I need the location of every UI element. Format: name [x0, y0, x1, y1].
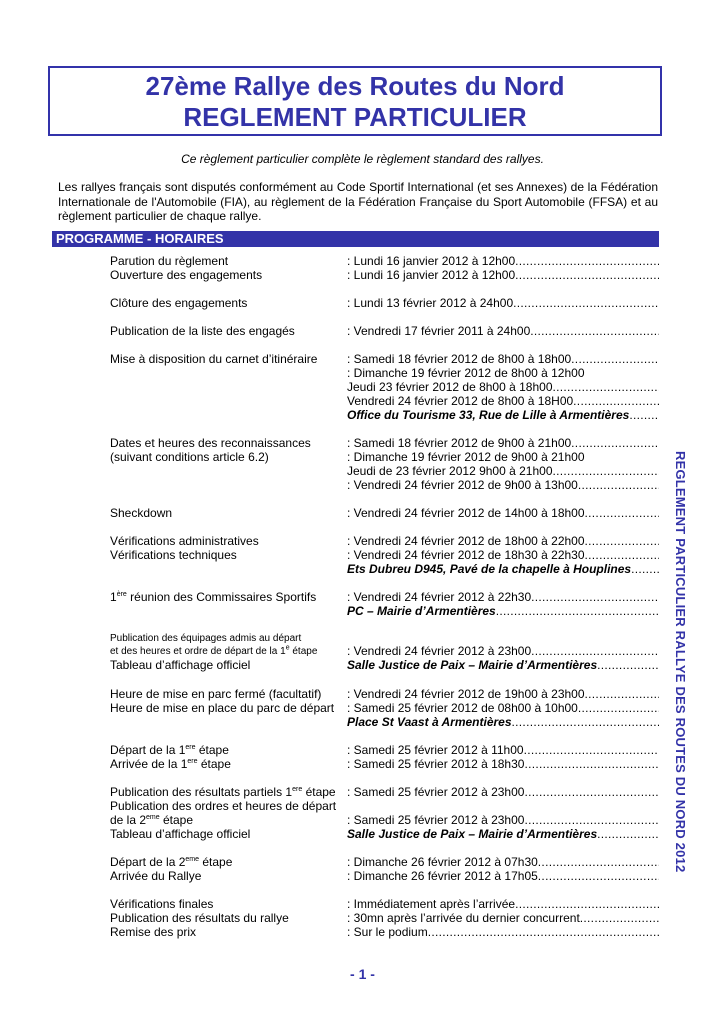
- label-publication-engages: Publication de la liste des engagés: [110, 324, 295, 338]
- label-parc-ferme: Heure de mise en parc fermé (facultatif): [110, 687, 322, 701]
- label-verif-finales: Vérifications finales: [110, 897, 214, 911]
- value-carnet-lieu: Office du Tourisme 33, Rue de Lille à Armentières .....: [347, 408, 659, 422]
- value-parc-lieu: Place St Vaast à Armentières .....: [347, 715, 659, 729]
- section-heading: PROGRAMME - HORAIRES: [52, 231, 659, 247]
- value-reunion: : Vendredi 24 février 2012 à 22h30 .....: [347, 590, 659, 604]
- title-line-1: 27ème Rallye des Routes du Nord: [145, 71, 565, 101]
- title-box: [48, 66, 662, 136]
- label-verif-tech: Vérifications techniques: [110, 548, 237, 562]
- value-pub-ordres: : Samedi 25 février 2012 à 23h00 .....: [347, 813, 659, 827]
- label-tableau-1: Tableau d’affichage officiel: [110, 658, 251, 672]
- page-number: - 1 -: [350, 966, 375, 982]
- value-remise: : Sur le podium .....: [347, 925, 659, 939]
- value-reco-4: : Vendredi 24 février 2012 de 9h00 à 13h00 .....: [347, 478, 659, 492]
- value-verif-lieu: Ets Dubreu D945, Pavé de la chapelle à Houplines .....: [347, 562, 659, 576]
- value-carnet-4: Vendredi 24 février 2012 de 8h00 à 18H00 .....: [347, 394, 659, 408]
- label-reco-1: Dates et heures des reconnaissances: [110, 436, 311, 450]
- label-pub-equipages-2: et des heures et ordre de départ de la 1e étape: [110, 644, 318, 657]
- value-shakedown: : Vendredi 24 février 2012 de 14h00 à 18h00 .....: [347, 506, 659, 520]
- value-reunion-lieu: PC – Mairie d’Armentières .....: [347, 604, 659, 618]
- label-ouverture: Ouverture des engagements: [110, 268, 263, 282]
- subtitle: Ce règlement particulier complète le règlement standard des rallyes.: [181, 152, 544, 166]
- label-depart-1: Départ de la 1ere étape: [110, 743, 229, 757]
- value-depart-1: : Samedi 25 février 2012 à 11h00 .....: [347, 743, 659, 757]
- value-carnet-3: Jeudi 23 février 2012 de 8h00 à 18h00 .....: [347, 380, 659, 394]
- label-de-la-2: de la 2eme étape: [110, 813, 194, 827]
- title-line-2: REGLEMENT PARTICULIER: [183, 102, 527, 132]
- label-reco-2: (suivant conditions article 6.2): [110, 450, 269, 464]
- intro-paragraph: Les rallyes français sont disputés conformément au Code Sportif International (et ses Annexes) de la Fédération Internationale de l'Automobile (FIA), au règlement de la Fédération Française du Sport Automobile (FFSA) et au règlement particulier de chaque rallye.: [58, 180, 658, 223]
- label-cloture: Clôture des engagements: [110, 296, 248, 310]
- value-tableau-2-lieu: Salle Justice de Paix – Mairie d’Armentières .....: [347, 827, 659, 841]
- value-reco-2: : Dimanche 19 février 2012 de 9h00 à 21h00: [347, 450, 585, 464]
- label-depart-2: Départ de la 2eme étape: [110, 855, 233, 869]
- value-verif-finales: : Immédiatement après l’arrivée .....: [347, 897, 659, 911]
- value-arrivee-1: : Samedi 25 février 2012 à 18h30 .....: [347, 757, 659, 771]
- value-parc-depart: : Samedi 25 février 2012 de 08h00 à 10h00 .....: [347, 701, 659, 715]
- value-carnet-1: : Samedi 18 février 2012 de 8h00 à 18h00 .....: [347, 352, 659, 366]
- sidebar-vertical-title: [674, 451, 694, 921]
- value-depart-2: : Dimanche 26 février 2012 à 07h30 .....: [347, 855, 659, 869]
- label-parc-depart: Heure de mise en place du parc de départ: [110, 701, 335, 715]
- value-parution: : Lundi 16 janvier 2012 à 12h00 .....: [347, 254, 659, 268]
- label-pub-partiels: Publication des résultats partiels 1ere étape: [110, 785, 336, 799]
- value-pub-equipages: : Vendredi 24 février 2012 à 23h00 .....: [347, 644, 659, 658]
- label-carnet: Mise à disposition du carnet d’itinéraire: [110, 352, 318, 366]
- value-arrivee-rallye: : Dimanche 26 février 2012 à 17h05 .....: [347, 869, 659, 883]
- label-remise: Remise des prix: [110, 925, 197, 939]
- label-arrivee-1: Arrivée de la 1ere étape: [110, 757, 231, 771]
- label-pub-equipages-1: Publication des équipages admis au départ: [110, 633, 302, 644]
- label-verif-admin: Vérifications administratives: [110, 534, 259, 548]
- value-ouverture: : Lundi 16 janvier 2012 à 12h00 .....: [347, 268, 659, 282]
- label-arrivee-rallye: Arrivée du Rallye: [110, 869, 202, 883]
- label-shakedown: Sheckdown: [110, 506, 173, 520]
- value-reco-1: : Samedi 18 février 2012 de 9h00 à 21h00 .....: [347, 436, 659, 450]
- label-pub-resultats: Publication des résultats du rallye: [110, 911, 289, 925]
- value-tableau-1-lieu: Salle Justice de Paix – Mairie d’Armentières .....: [347, 658, 659, 672]
- value-publication-engages: : Vendredi 17 février 2011 à 24h00 .....: [347, 324, 659, 338]
- label-pub-ordres: Publication des ordres et heures de départ: [110, 799, 337, 813]
- value-pub-resultats: : 30mn après l’arrivée du dernier concurrent .....: [347, 911, 659, 925]
- value-pub-partiels: : Samedi 25 février 2012 à 23h00 .....: [347, 785, 659, 799]
- sidebar-title-text: REGLEMENT PARTICULIER RALLYE DES ROUTES DU NORD 2012: [673, 451, 688, 873]
- value-verif-admin: : Vendredi 24 février 2012 de 18h00 à 22h00 .....: [347, 534, 659, 548]
- label-reunion: 1ère réunion des Commissaires Sportifs: [110, 590, 317, 604]
- label-parution: Parution du règlement: [110, 254, 229, 268]
- value-reco-3: Jeudi de 23 février 2012 9h00 à 21h00 .....: [347, 464, 659, 478]
- value-carnet-2: : Dimanche 19 février 2012 de 8h00 à 12h00: [347, 366, 585, 380]
- value-verif-tech: : Vendredi 24 février 2012 de 18h30 à 22h30 .....: [347, 548, 659, 562]
- value-cloture: : Lundi 13 février 2012 à 24h00 .....: [347, 296, 659, 310]
- label-tableau-2: Tableau d’affichage officiel: [110, 827, 251, 841]
- value-parc-ferme: : Vendredi 24 février 2012 de 19h00 à 23h00 .....: [347, 687, 659, 701]
